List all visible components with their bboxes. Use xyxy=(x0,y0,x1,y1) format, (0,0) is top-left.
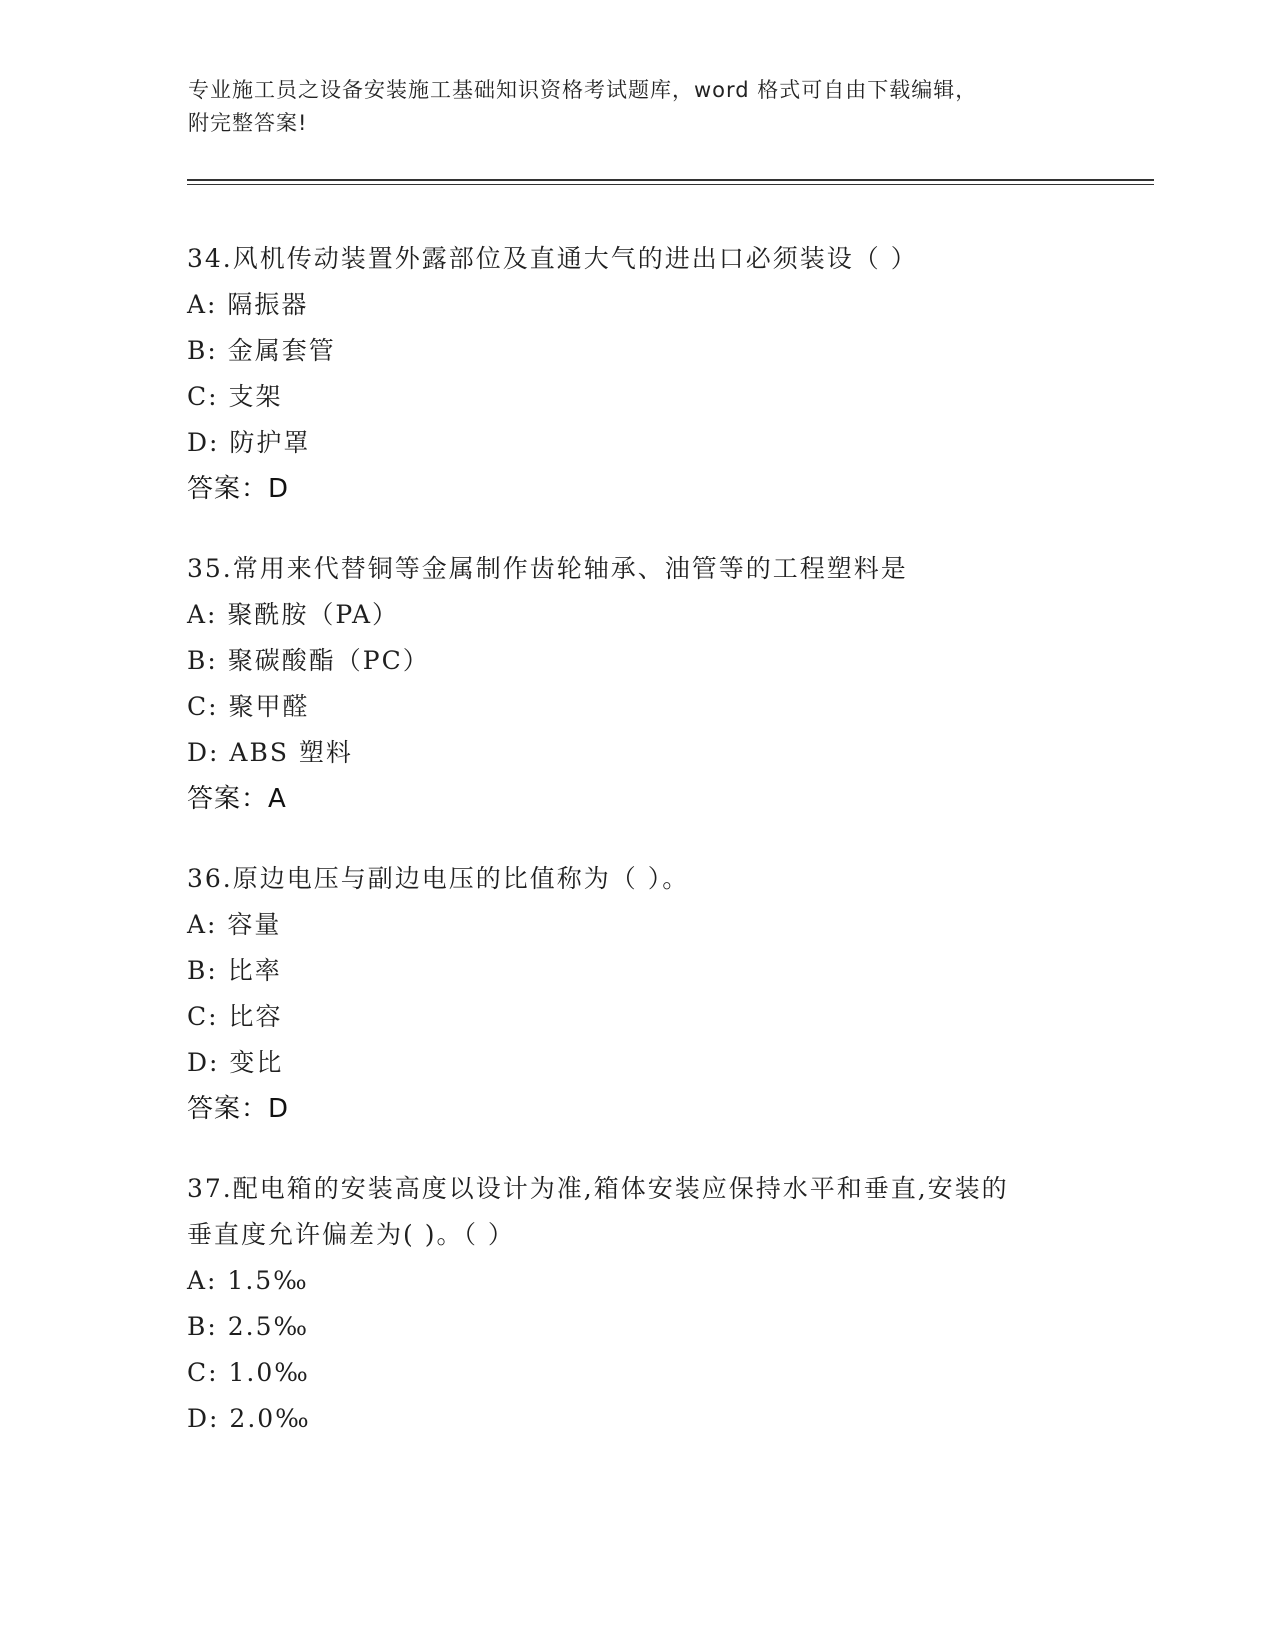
question-stem-line-1: 37.配电箱的安装高度以设计为准,箱体安装应保持水平和垂直,安装的 xyxy=(187,1174,1009,1203)
document-header xyxy=(188,74,1088,140)
answer-key: 答案：A xyxy=(187,784,287,814)
option-b: B: 金属套管 xyxy=(187,336,336,365)
option-d: D: ABS 塑料 xyxy=(187,738,353,767)
option-c: C: 比容 xyxy=(187,1002,283,1031)
option-d: D: 变比 xyxy=(187,1048,284,1077)
option-a: A: 容量 xyxy=(187,910,282,939)
header-line-2: 附完整答案! xyxy=(188,111,308,135)
question-list xyxy=(187,236,1137,1476)
question-36 xyxy=(187,856,1137,1132)
option-c: C: 支架 xyxy=(187,382,283,411)
option-d: D: 防护罩 xyxy=(187,428,311,457)
question-stem: 36.原边电压与副边电压的比值称为（ ）。 xyxy=(187,864,690,893)
header-divider xyxy=(187,179,1154,185)
question-37 xyxy=(187,1166,1137,1442)
option-a: A: 1.5‰ xyxy=(187,1266,309,1295)
question-stem: 35.常用来代替铜等金属制作齿轮轴承、油管等的工程塑料是 xyxy=(187,554,908,583)
answer-key: 答案：D xyxy=(187,474,290,504)
option-a: A: 隔振器 xyxy=(187,290,309,319)
question-35 xyxy=(187,546,1137,822)
option-c: C: 1.0‰ xyxy=(187,1358,310,1387)
option-c: C: 聚甲醛 xyxy=(187,692,310,721)
option-b: B: 2.5‰ xyxy=(187,1312,310,1341)
option-b: B: 聚碳酸酯（PC） xyxy=(187,646,430,675)
answer-key: 答案：D xyxy=(187,1094,290,1124)
header-line-1: 专业施工员之设备安装施工基础知识资格考试题库，word 格式可自由下载编辑， xyxy=(188,78,978,102)
question-34 xyxy=(187,236,1137,512)
option-d: D: 2.0‰ xyxy=(187,1404,311,1433)
option-b: B: 比率 xyxy=(187,956,282,985)
question-stem-line-2: 垂直度允许偏差为( )。（ ） xyxy=(187,1220,515,1249)
option-a: A: 聚酰胺（PA） xyxy=(187,600,400,629)
question-stem: 34.风机传动装置外露部位及直通大气的进出口必须装设（ ） xyxy=(187,244,918,273)
